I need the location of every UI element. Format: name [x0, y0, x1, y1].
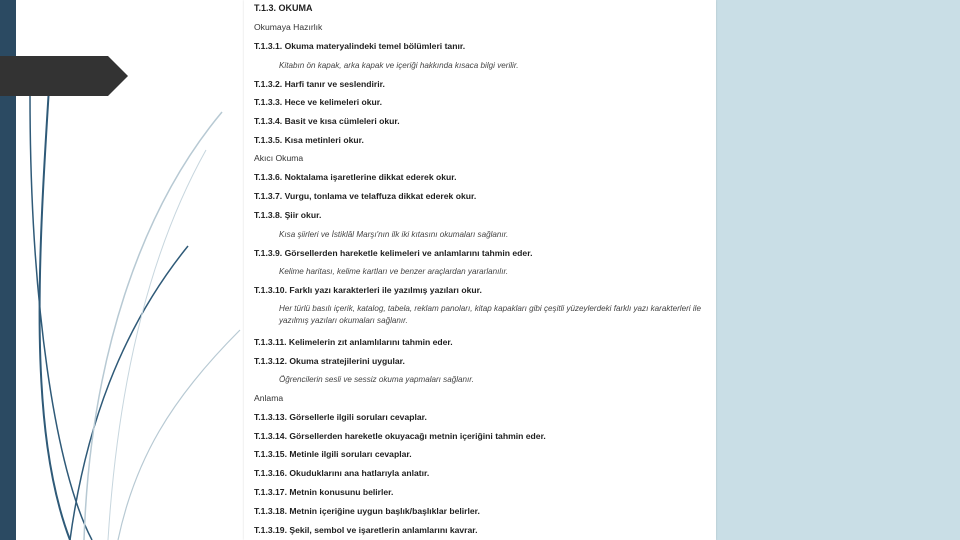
- outcome-line: T.1.3.17. Metnin konusunu belirler.: [254, 487, 394, 497]
- explanation-note: Kitabın ön kapak, arka kapak ve içeriği hakkında kısaca bilgi verilir.: [279, 61, 519, 70]
- swoosh-line: [118, 330, 240, 540]
- arrow-tab-shape: [0, 56, 128, 96]
- outcome-line: T.1.3.9. Görsellerden hareketle kelimeleri ve anlamlarını tahmin eder.: [254, 248, 533, 258]
- subsection-heading: Anlama: [254, 393, 284, 403]
- outcome-line: T.1.3.2. Harfi tanır ve seslendirir.: [254, 79, 385, 89]
- outcome-line: T.1.3.19. Şekil, sembol ve işaretlerin anlamlarını kavrar.: [254, 525, 478, 535]
- right-background-panel: [716, 0, 960, 540]
- swoosh-line: [70, 246, 188, 540]
- explanation-note: Kelime haritası, kelime kartları ve benzer araçlardan yararlanılır.: [279, 267, 509, 276]
- swoosh-line: [84, 112, 222, 540]
- subsection-heading: Okumaya Hazırlık: [254, 22, 323, 32]
- outcome-line: T.1.3.18. Metnin içeriğine uygun başlık/başlıklar belirler.: [254, 506, 480, 516]
- outcome-line: T.1.3.11. Kelimelerin zıt anlamlılarını tahmin eder.: [254, 337, 453, 347]
- outcome-line: T.1.3.4. Basit ve kısa cümleleri okur.: [254, 116, 400, 126]
- document-page: [244, 0, 716, 540]
- outcome-line: T.1.3.1. Okuma materyalindeki temel bölümleri tanır.: [254, 41, 466, 51]
- explanation-note: Kısa şiirleri ve İstiklâl Marşı'nın ilk iki kıtasını okumaları sağlanır.: [279, 230, 509, 239]
- outcome-line: T.1.3.16. Okuduklarını ana hatlarıyla anlatır.: [254, 468, 430, 478]
- outcome-line: T.1.3.8. Şiir okur.: [254, 210, 322, 220]
- outcome-line: T.1.3.13. Görsellerle ilgili soruları cevaplar.: [254, 412, 427, 422]
- outcome-line: T.1.3.7. Vurgu, tonlama ve telaffuza dikkat ederek okur.: [254, 191, 477, 201]
- outcome-line: T.1.3.6. Noktalama işaretlerine dikkat ederek okur.: [254, 172, 457, 182]
- outcome-line: T.1.3.15. Metinle ilgili soruları cevaplar.: [254, 449, 412, 459]
- explanation-note: Her türlü basılı içerik, katalog, tabela, reklam panoları, kitap kapakları gibi çeşitli yüzeylerdeki farklı yazı karakterleri ile yazılmış yazıları okumaları sağlanır.: [279, 304, 701, 325]
- swoosh-line: [108, 150, 206, 540]
- swoosh-line: [40, 72, 70, 540]
- outcome-line: T.1.3.12. Okuma stratejilerini uygular.: [254, 356, 405, 366]
- outcome-line: T.1.3.5. Kısa metinleri okur.: [254, 135, 364, 145]
- subsection-heading: Akıcı Okuma: [254, 153, 304, 163]
- outcome-line: T.1.3.14. Görsellerden hareketle okuyacağı metnin içeriğini tahmin eder.: [254, 431, 546, 441]
- outcome-line: T.1.3.10. Farklı yazı karakterleri ile yazılmış yazıları okur.: [254, 285, 482, 295]
- section-title: T.1.3. OKUMA: [254, 3, 313, 13]
- outcome-line: T.1.3.3. Hece ve kelimeleri okur.: [254, 97, 383, 107]
- explanation-note: Öğrencilerin sesli ve sessiz okuma yapmaları sağlanır.: [279, 375, 474, 384]
